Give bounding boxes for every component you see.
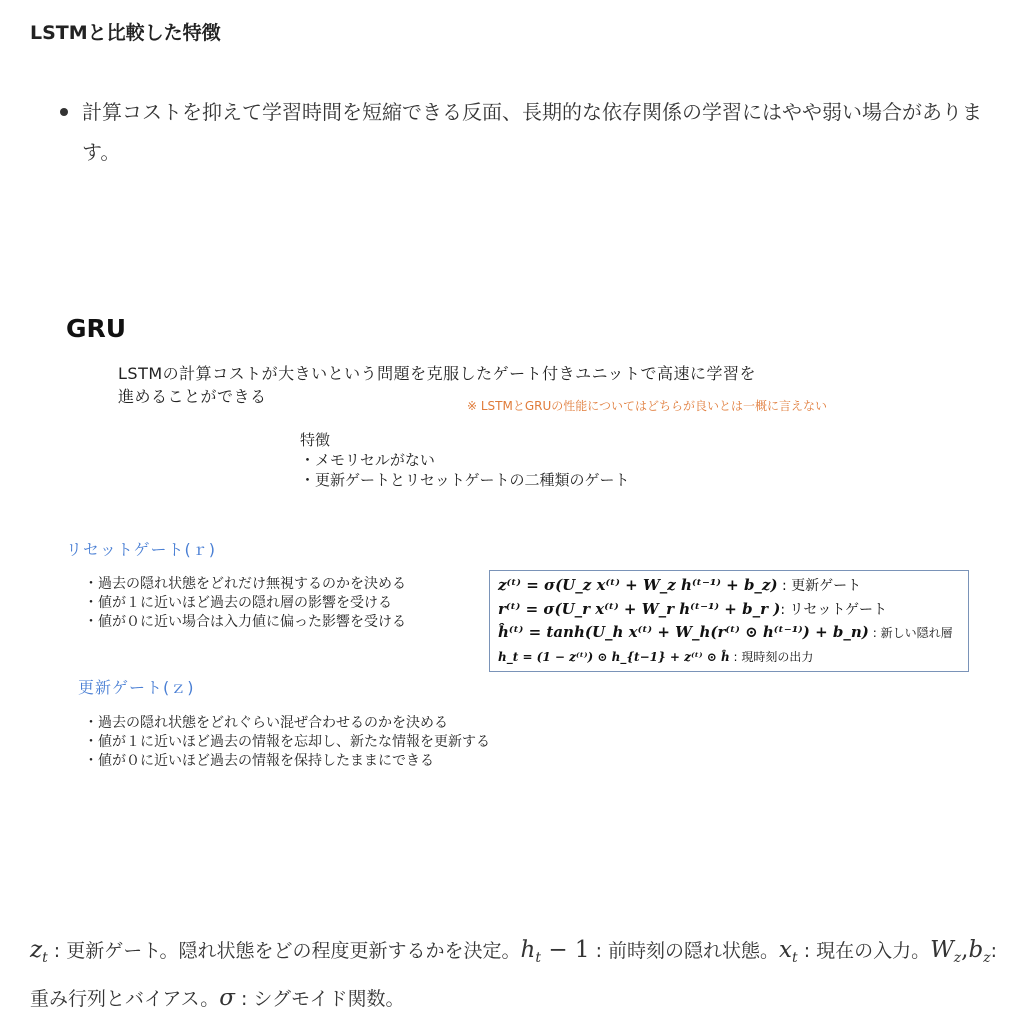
- slide-title: GRU: [66, 314, 127, 343]
- slide-note: ※ LSTMとGRUの性能についてはどちらが良いとは一概に言えない: [467, 399, 828, 413]
- features-item: ・メモリセルがない: [300, 451, 435, 469]
- features-heading: 特徴: [300, 431, 331, 449]
- explanation-text: : シグモイド関数。: [234, 987, 405, 1010]
- math-symbol: z: [30, 937, 43, 963]
- formula-h-expr: h_t = (1 − z⁽ᵗ⁾) ⊙ h_{t−1} + z⁽ᵗ⁾ ⊙ ĥ: [498, 649, 730, 664]
- features-item: ・更新ゲートとリセットゲートの二種類のゲート: [300, 471, 630, 489]
- formula-z: [498, 574, 960, 598]
- update-gate-item: ・過去の隠れ状態をどれぐらい混ぜ合わせるのかを決める: [84, 715, 448, 731]
- math-symbol: W: [930, 937, 954, 963]
- math-comma: ,: [961, 937, 969, 963]
- math-subscript: z: [983, 949, 991, 966]
- update-gate-item: ・値が１に近いほど過去の情報を忘却し、新たな情報を更新する: [84, 734, 490, 750]
- reset-gate-item: ・値が０に近い場合は入力値に偏った影響を受ける: [84, 614, 406, 630]
- explanation-text: : 現在の入力。: [797, 940, 931, 962]
- explanation-text: : 前時刻の隠れ状態。: [589, 940, 780, 962]
- reset-gate-item: ・過去の隠れ状態をどれだけ無視するのかを決める: [84, 576, 406, 592]
- formula-z-expr: z⁽ᵗ⁾ = σ(U_z x⁽ᵗ⁾ + W_z h⁽ᵗ⁻¹⁾ + b_z): [498, 576, 778, 594]
- update-gate-heading: 更新ゲート(ｚ): [78, 678, 195, 697]
- math-subscript: t: [535, 949, 542, 966]
- features-block: [300, 430, 630, 490]
- update-gate-list: [84, 714, 490, 771]
- math-symbol: x: [779, 937, 793, 963]
- formula-h-desc: : 現時刻の出力: [729, 649, 814, 664]
- formula-r-desc: : リセットゲート: [780, 601, 888, 618]
- update-gate-item: ・値が０に近いほど過去の情報を保持したままにできる: [84, 753, 434, 769]
- bullet-text: 計算コストを抑えて学習時間を短縮できる反面、長期的な依存関係の学習にはやや弱い場合があります。: [82, 100, 982, 164]
- explanation-text: : 更新ゲート。隠れ状態をどの程度更新するかを決定。: [47, 940, 521, 962]
- formula-h-hat-desc: : 新しい隠れ層: [868, 626, 953, 640]
- formula-h-hat-expr: ĥ⁽ᵗ⁾ = tanh(U_h x⁽ᵗ⁾ + W_h(r⁽ᵗ⁾ ⊙ h⁽ᵗ⁻¹⁾) + b_n): [498, 623, 869, 641]
- reset-gate-item: ・値が１に近いほど過去の隠れ層の影響を受ける: [84, 595, 392, 611]
- math-subscript: t: [42, 949, 48, 966]
- formula-z-desc: : 更新ゲート: [777, 578, 862, 594]
- formula-r-expr: r⁽ᵗ⁾ = σ(U_r x⁽ᵗ⁾ + W_r h⁽ᵗ⁻¹⁾ + b_r ): [498, 599, 781, 618]
- section-heading: LSTMと比較した特徴: [30, 22, 221, 44]
- reset-gate-heading: リセットゲート(ｒ): [66, 540, 217, 559]
- feature-bullet-list: [58, 92, 988, 172]
- slide-intro-line: 進めることができる: [118, 387, 267, 406]
- formula-h: [498, 645, 960, 669]
- list-item: [58, 92, 988, 172]
- explanation-paragraph: [30, 930, 1005, 1015]
- math-symbol: − 1: [541, 937, 590, 963]
- reset-gate-list: [84, 575, 406, 632]
- formula-r: [498, 598, 960, 622]
- math-subscript: z: [953, 949, 962, 966]
- explanation-text: : 重み行列とバイアス。: [30, 940, 998, 1010]
- formula-box: [489, 570, 969, 672]
- math-symbol: h: [520, 937, 536, 963]
- math-symbol: b: [968, 937, 984, 963]
- bullet-dot-icon: [60, 108, 68, 116]
- formula-h-hat: [498, 621, 960, 645]
- gru-slide-image: [30, 300, 990, 790]
- math-subscript: t: [792, 949, 798, 966]
- slide-intro-line: LSTMの計算コストが大きいという問題を克服したゲート付きユニットで高速に学習を: [118, 364, 757, 383]
- math-symbol: σ: [219, 984, 235, 1011]
